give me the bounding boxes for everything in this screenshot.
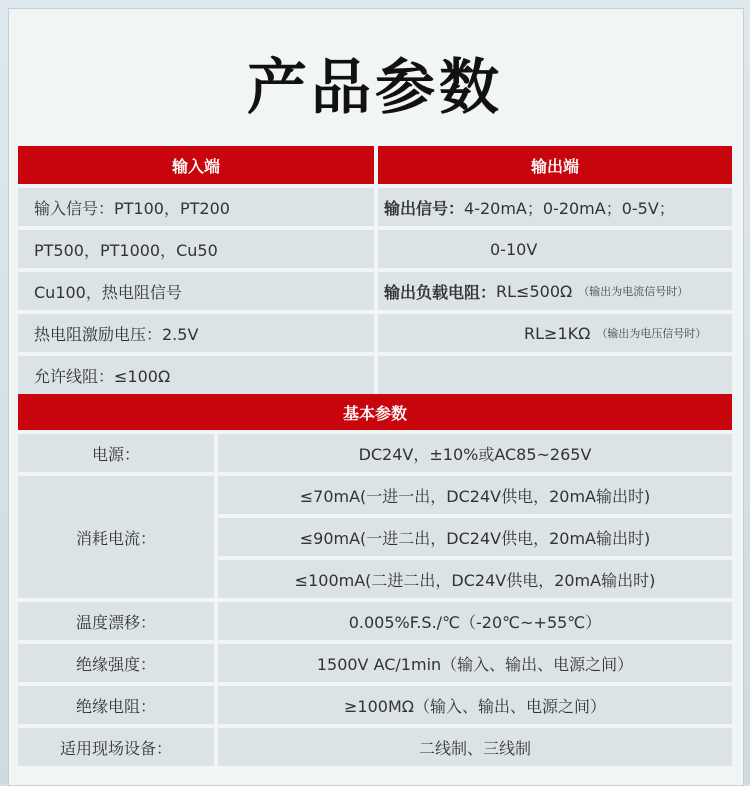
param-value: ≤90mA(一进二出，DC24V供电，20mA输出时)	[218, 518, 732, 556]
io-header-row	[18, 146, 732, 184]
basic-header: 基本参数	[18, 394, 732, 430]
output-cell	[378, 188, 732, 226]
param-value: 二线制、三线制	[218, 728, 732, 766]
param-label: 适用现场设备：	[18, 728, 214, 766]
param-row-consumption	[18, 476, 732, 598]
input-cell: Cu100，热电阻信号	[18, 272, 374, 310]
output-value: RL≤500Ω	[496, 281, 573, 301]
param-value: ≤70mA(一进一出，DC24V供电，20mA输出时)	[218, 476, 732, 514]
io-row	[18, 356, 732, 394]
output-cell	[378, 272, 732, 310]
param-label: 消耗电流：	[18, 476, 214, 598]
param-value: 1500V AC/1min（输入、输出、电源之间）	[218, 644, 732, 682]
output-value: 0-10V	[490, 239, 538, 259]
output-note: （输出为电流信号时）	[578, 285, 689, 298]
input-cell: 允许线阻：≤100Ω	[18, 356, 374, 394]
io-row	[18, 230, 732, 268]
output-value: RL≥1KΩ	[524, 323, 591, 343]
output-label: 输出信号：	[384, 198, 465, 218]
output-cell	[378, 314, 732, 352]
output-cell-empty	[378, 356, 732, 394]
page-title: 产品参数	[247, 53, 503, 123]
output-label: 输出负载电阻：	[384, 282, 497, 302]
input-cell: PT500，PT1000，Cu50	[18, 230, 374, 268]
param-row-wiring	[18, 728, 732, 766]
param-value: DC24V，±10%或AC85~265V	[218, 434, 732, 472]
param-label: 绝缘强度：	[18, 644, 214, 682]
param-value: ≤100mA(二进二出，DC24V供电，20mA输出时)	[218, 560, 732, 598]
param-row-temp-drift	[18, 602, 732, 640]
param-value: 0.005%F.S./℃（-20℃~+55℃）	[218, 602, 732, 640]
io-row	[18, 314, 732, 352]
param-row-power	[18, 434, 732, 472]
output-value: 4-20mA；0-20mA；0-5V；	[464, 198, 675, 218]
input-cell: 热电阻激励电压：2.5V	[18, 314, 374, 352]
param-value: ≥100MΩ（输入、输出、电源之间）	[218, 686, 732, 724]
basic-header-row	[18, 394, 732, 430]
param-label: 绝缘电阻：	[18, 686, 214, 724]
io-row	[18, 188, 732, 226]
io-row	[18, 272, 732, 310]
input-header: 输入端	[18, 146, 374, 184]
output-cell	[378, 230, 732, 268]
param-label: 温度漂移：	[18, 602, 214, 640]
input-cell: 输入信号：PT100，PT200	[18, 188, 374, 226]
param-label: 电源：	[18, 434, 214, 472]
param-row-insulation-strength	[18, 644, 732, 682]
param-row-insulation-resistance	[18, 686, 732, 724]
output-header: 输出端	[378, 146, 732, 184]
output-note: （输出为电压信号时）	[596, 327, 707, 340]
